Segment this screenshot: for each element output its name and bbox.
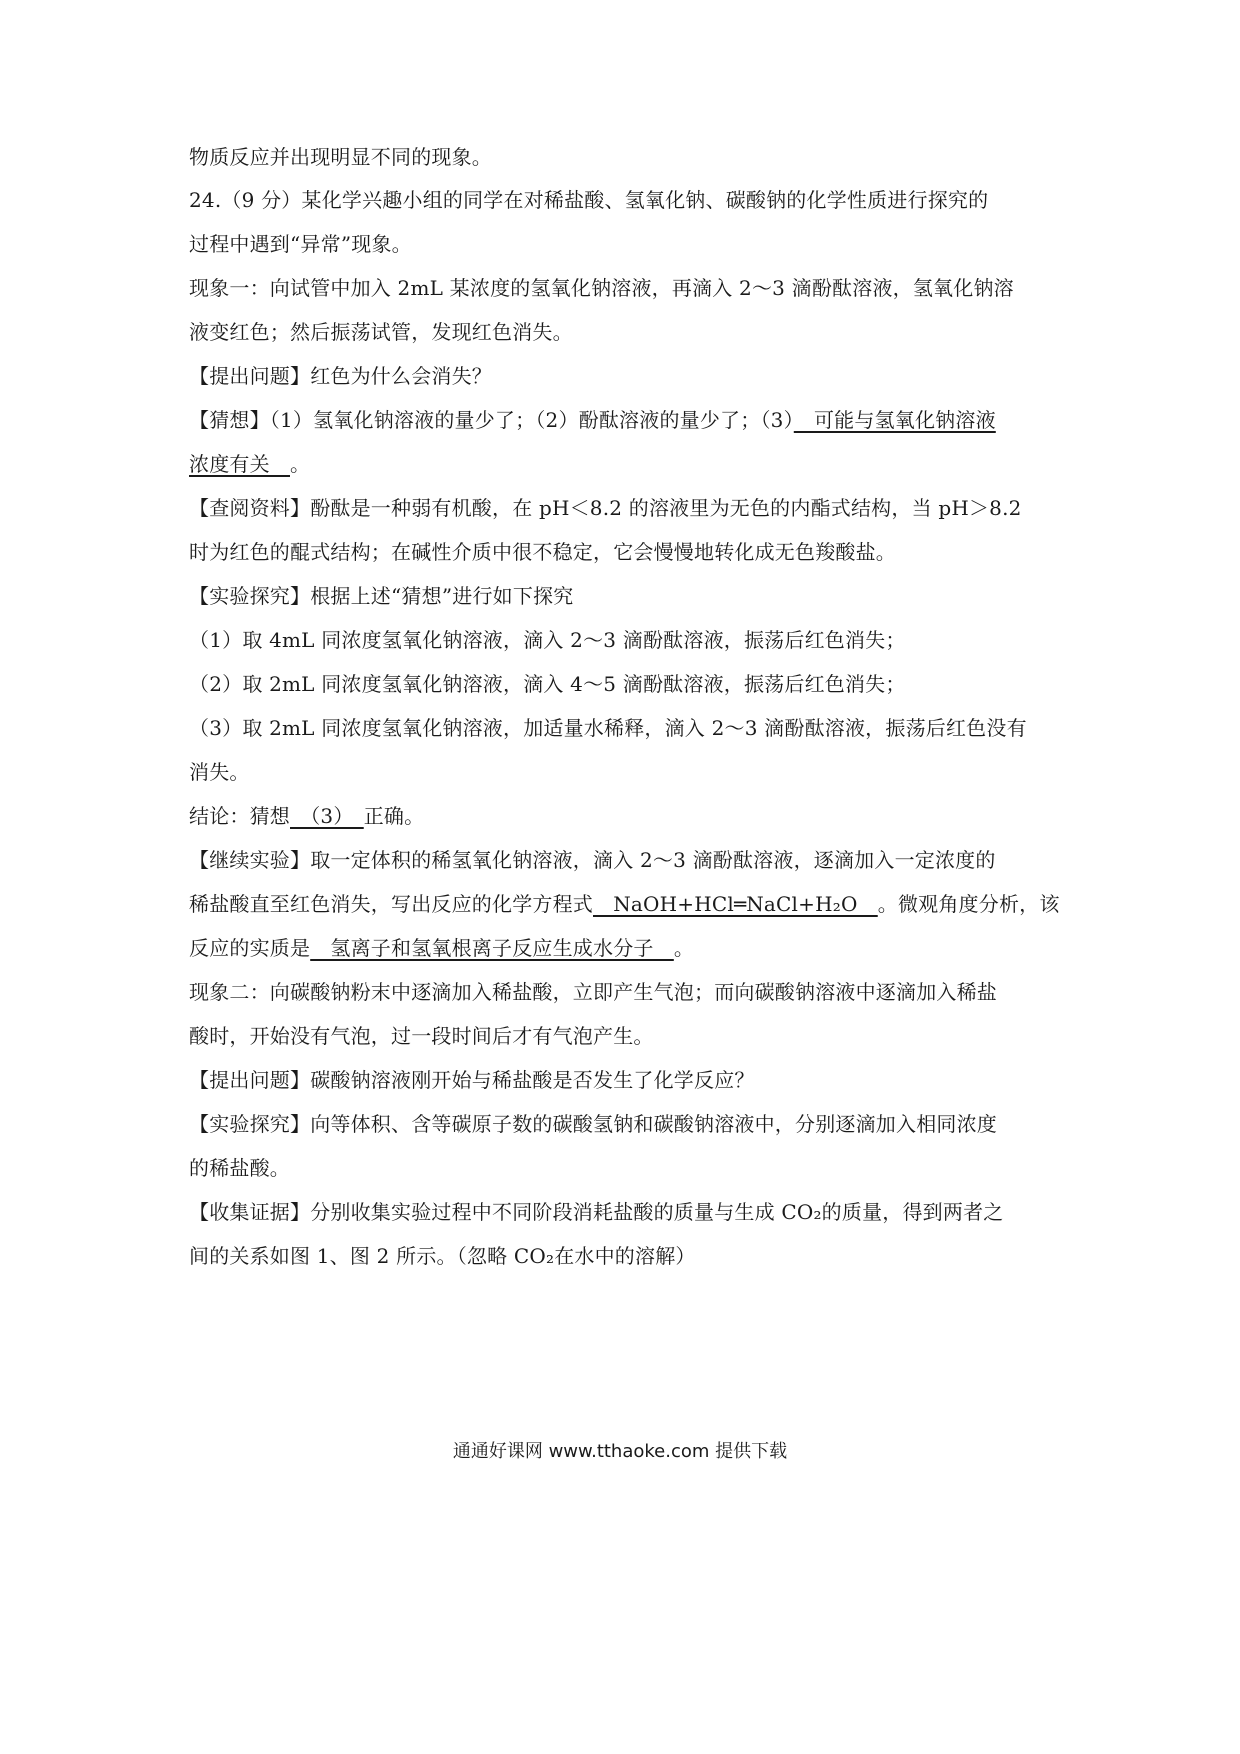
punctuation: 。 [290,452,311,476]
text-line: 消失。 [189,760,250,784]
question-24-header: 24.（9 分）某化学兴趣小组的同学在对稀盐酸、氢氧化钠、碳酸钠的化学性质进行探究的 [189,188,989,212]
answer-blank-equation: NaOH+HCl═NaCl+H₂O [593,892,878,916]
hypothesis-line [189,406,1059,434]
experiment-step-2: （2）取 2mL 同浓度氢氧化钠溶液，滴入 4～5 滴酚酞溶液，振荡后红色消失； [189,672,906,696]
punctuation: 。 [673,936,695,960]
conclusion-end: 正确。 [363,804,425,828]
experiment-step-3: （3）取 2mL 同浓度氢氧化钠溶液，加适量水稀释，滴入 2～3 滴酚酞溶液，振荡后红色没有 [189,716,1027,740]
conclusion-text: 结论：猜想 [189,804,290,828]
experiment-step-1: （1）取 4mL 同浓度氢氧化钠溶液，滴入 2～3 滴酚酞溶液，振荡后红色消失； [189,628,906,652]
experiment-explore-2: 【实验探究】向等体积、含等碳原子数的碳酸氢钠和碳酸钠溶液中，分别逐滴加入相同浓度 [189,1112,997,1136]
text-line: 间的关系如图 1、图 2 所示。（忽略 CO₂在水中的溶解） [189,1244,696,1268]
essence-text: 反应的实质是 [189,936,311,960]
reference-info: 【查阅资料】酚酞是一种弱有机酸，在 pH＜8.2 的溶液里为无色的内酯式结构，当 pH＞8.2 [189,496,1022,520]
hypothesis-line-cont [189,450,1059,478]
text-line: 液变红色；然后振荡试管，发现红色消失。 [189,320,573,344]
equation-line [189,890,1059,918]
raise-question-1: 【提出问题】红色为什么会消失？ [189,364,492,388]
equation-text: 稀盐酸直至红色消失，写出反应的化学方程式 [189,892,593,916]
collect-evidence: 【收集证据】分别收集实验过程中不同阶段消耗盐酸的质量与生成 CO₂的质量，得到两者之 [189,1200,1004,1224]
text-line: 过程中遇到“异常”现象。 [189,232,412,256]
answer-blank-hypothesis: 可能与氢氧化钠溶液 [793,408,996,432]
essence-line [189,934,1059,962]
hypothesis-text: 【猜想】（1）氢氧化钠溶液的量少了；（2）酚酞溶液的量少了；（3） [189,408,794,432]
phenomenon-two: 现象二：向碳酸钠粉末中逐滴加入稀盐酸，立即产生气泡；而向碳酸钠溶液中逐滴加入稀盐 [189,980,997,1004]
page-footer: 通通好课网 www.tthaoke.com 提供下载 [452,1441,788,1462]
answer-blank-conclusion: （3） [290,804,364,828]
text-line: 物质反应并出现明显不同的现象。 [189,145,492,169]
raise-question-2: 【提出问题】碳酸钠溶液刚开始与稀盐酸是否发生了化学反应？ [189,1068,755,1092]
phenomenon-one: 现象一：向试管中加入 2mL 某浓度的氢氧化钠溶液，再滴入 2～3 滴酚酞溶液，氢氧化钠溶 [189,276,1014,300]
equation-post: 。微观角度分析，该 [877,892,1060,916]
conclusion-line [189,802,1059,830]
text-line: 时为红色的醌式结构；在碱性介质中很不稳定，它会慢慢地转化成无色羧酸盐。 [189,540,896,564]
text-line: 的稀盐酸。 [189,1156,290,1180]
answer-blank-hypothesis-cont: 浓度有关 [189,452,290,476]
experiment-explore-1: 【实验探究】根据上述“猜想”进行如下探究 [189,584,574,608]
text-line: 酸时，开始没有气泡，过一段时间后才有气泡产生。 [189,1024,654,1048]
answer-blank-essence: 氢离子和氢氧根离子反应生成水分子 [310,936,674,960]
continue-experiment: 【继续实验】取一定体积的稀氢氧化钠溶液，滴入 2～3 滴酚酞溶液，逐滴加入一定浓度的 [189,848,996,872]
